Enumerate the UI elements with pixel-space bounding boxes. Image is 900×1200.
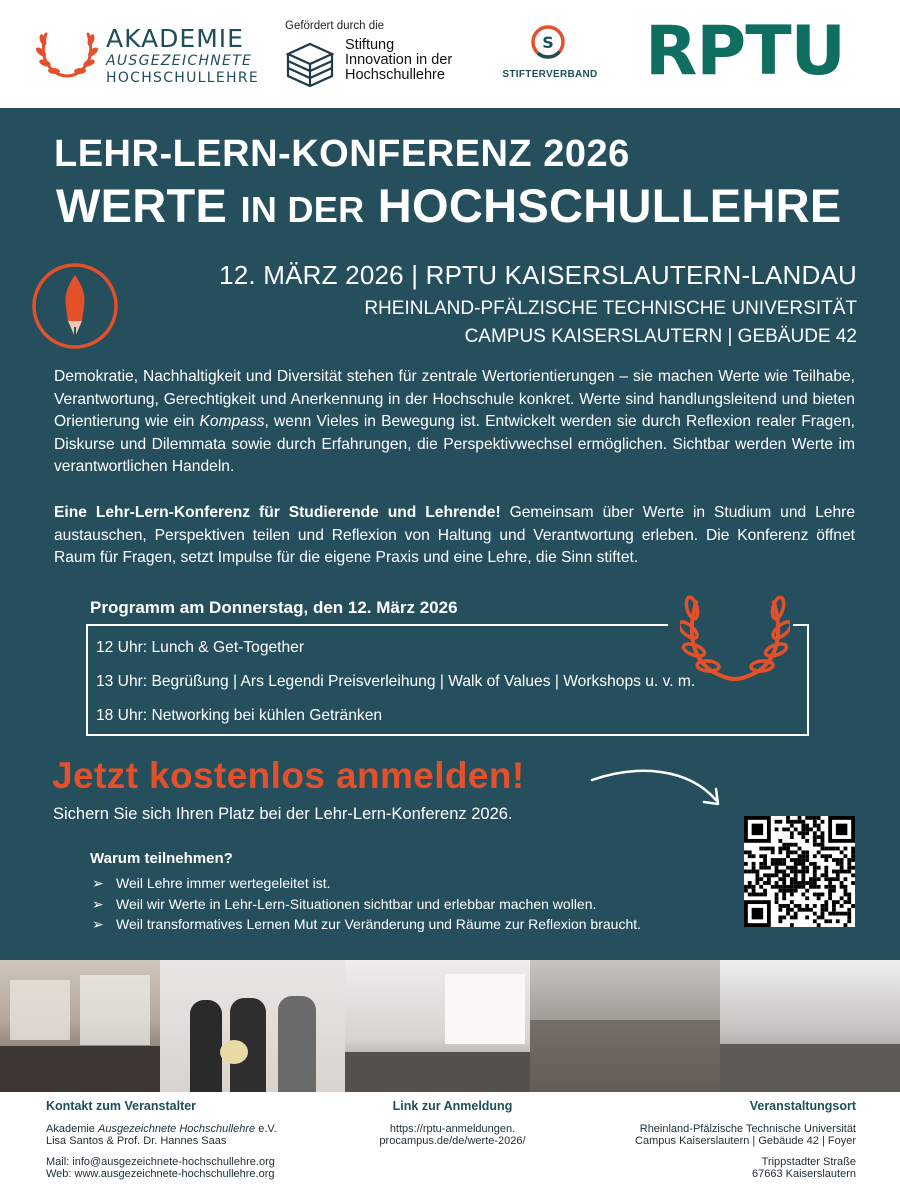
registration-url-line-1[interactable]: https://rptu-anmeldungen. <box>389 1122 516 1135</box>
footer-contact-heading: Kontakt zum Veranstalter <box>46 1099 197 1113</box>
stifterverband-label: STIFTERVERBAND <box>502 69 598 80</box>
intro-paragraph <box>54 366 855 479</box>
contact-web[interactable]: Web: www.ausgezeichnete-hochschullehre.org <box>46 1168 275 1180</box>
arrow-bullet-icon: ➢ <box>92 916 104 932</box>
footer-venue-heading: Veranstaltungsort <box>749 1099 856 1113</box>
event-location-building: CAMPUS KAISERSLAUTERN | GEBÄUDE 42 <box>464 326 857 347</box>
svg-text:S: S <box>542 33 554 52</box>
registration-qr-code[interactable] <box>744 816 855 927</box>
contact-organisation <box>46 1123 277 1136</box>
why-reason: Weil Lehre immer wertegeleitet ist. <box>116 875 331 891</box>
list-item <box>92 873 641 894</box>
photo-award-ceremony <box>160 960 345 1092</box>
event-date-place: 12. MÄRZ 2026 | RPTU KAISERSLAUTERN-LANDAU <box>219 260 857 290</box>
program-item: 12 Uhr: Lunch & Get-Together <box>96 639 305 656</box>
stiftung-name-line-1: Stiftung <box>345 37 395 53</box>
stiftung-pre-label: Gefördert durch die <box>285 20 385 32</box>
photo-seminar-tables <box>720 960 900 1092</box>
intro-text-a: Demokratie, Nachhaltigkeit und Diversität stehen für zentrale Wertorientierungen – sie machen Werte wie Teilhabe, Verantwortung, Gerechtigkeit und Anerkennung in der Hochschule konkret. Werte sind handlungsleitend und bieten Orientierung wie ein <box>54 368 855 430</box>
audience-paragraph <box>54 502 855 570</box>
list-item <box>92 914 641 935</box>
header-logos <box>0 0 900 108</box>
theme-word-in-der: IN DER <box>240 189 365 230</box>
theme-word-hochschullehre: HOCHSCHULLEHRE <box>377 179 842 232</box>
why-title: Warum teilnehmen? <box>90 850 233 867</box>
main-panel <box>0 108 900 960</box>
why-reason: Weil transformatives Lernen Mut zur Veränderung und Räume zur Reflexion braucht. <box>116 916 642 932</box>
laurel-wreath-icon <box>680 586 790 684</box>
venue-university: Rheinland-Pfälzische Technische Universität <box>639 1122 856 1135</box>
stiftung-name <box>345 38 452 83</box>
akademie-title: AKADEMIE <box>106 24 244 53</box>
why-reason: Weil wir Werte in Lehr-Lern-Situationen sichtbar und erlebbar machen wollen. <box>116 895 597 912</box>
footer-link-heading: Link zur Anmeldung <box>392 1099 513 1113</box>
photo-strip <box>0 960 900 1092</box>
venue-street: Trippstadter Straße <box>761 1155 856 1168</box>
audience-text: Gemeinsam über Werte in Studium und Lehre austauschen, Perspektiven teilen und Reflexion von Haltung und Verantwortung erleben. Die Konferenz öffnet Raum für Fragen, setzt Impulse für die eigene Praxis und eine Lehre, die Sinn stiftet. <box>54 504 855 566</box>
venue-campus: Campus Kaiserslautern | Gebäude 42 | Foyer <box>635 1135 856 1147</box>
curved-arrow-icon <box>588 764 728 814</box>
contact-org-b: e.V. <box>255 1122 277 1135</box>
contact-org-a: Akademie <box>46 1122 98 1135</box>
event-location-university: RHEINLAND-PFÄLZISCHE TECHNISCHE UNIVERSITÄT <box>364 298 857 319</box>
akademie-logo <box>36 22 260 86</box>
register-headline[interactable]: Jetzt kostenlos anmelden! <box>52 755 525 796</box>
conference-title: LEHR-LERN-KONFERENZ 2026 <box>54 133 630 175</box>
footer-venue <box>635 1100 856 1181</box>
photo-presentation <box>345 960 530 1092</box>
rptu-logo: RPTU <box>645 12 845 91</box>
intro-text-b: , wenn Vieles in Bewegung ist. Entwickelt werden sie durch Reflexion realer Fragen, Diskurse und Dilemmata sowie durch Erfahrungen, die Perspektivwechsel ermöglichen. Sichtbar werden Werte im verantwortlichen Handeln. <box>54 413 855 475</box>
footer-registration-link <box>350 1100 555 1148</box>
program-item: 13 Uhr: Begrüßung | Ars Legendi Preisverleihung | Walk of Values | Workshops u. v. m. <box>96 673 696 690</box>
akademie-subtitle-2: HOCHSCHULLEHRE <box>106 70 260 86</box>
why-list <box>92 873 641 935</box>
laurel-icon <box>36 24 98 80</box>
footer-contact <box>46 1100 277 1181</box>
arrow-bullet-icon: ➢ <box>92 895 104 912</box>
stifterverband-logo <box>498 24 602 84</box>
photo-conference-room <box>0 960 160 1092</box>
register-subline: Sichern Sie sich Ihren Platz bei der Lehr-Lern-Konferenz 2026. <box>53 805 513 823</box>
akademie-subtitle-1: AUSGEZEICHNETE <box>106 53 253 69</box>
program-item: 18 Uhr: Networking bei kühlen Getränken <box>96 707 383 724</box>
stiftung-name-line-3: Hochschullehre <box>345 67 445 83</box>
photo-networking <box>530 960 720 1092</box>
footer <box>0 1092 900 1200</box>
venue-city: 67663 Kaiserslautern <box>752 1168 856 1180</box>
registration-url-line-2[interactable]: procampus.de/de/werte-2026/ <box>379 1135 526 1147</box>
contact-org-em: Ausgezeichnete Hochschullehre <box>97 1122 256 1135</box>
conference-theme <box>56 178 842 233</box>
contact-mail[interactable]: Mail: info@ausgezeichnete-hochschullehre.org <box>46 1155 275 1168</box>
arrow-bullet-icon: ➢ <box>92 875 104 891</box>
stiftung-cube-icon <box>285 40 335 88</box>
stifterverband-s-icon <box>530 24 566 60</box>
contact-persons: Lisa Santos & Prof. Dr. Hannes Saas <box>46 1135 227 1147</box>
theme-word-werte: WERTE <box>56 179 228 232</box>
audience-lead: Eine Lehr-Lern-Konferenz für Studierende und Lehrende! <box>54 504 501 521</box>
program-title: Programm am Donnerstag, den 12. März 2026 <box>90 598 458 617</box>
stiftung-name-line-2: Innovation in der <box>345 52 453 68</box>
stiftung-logo <box>285 20 475 90</box>
intro-kompass: Kompass <box>199 413 265 430</box>
pen-nib-icon <box>30 261 120 351</box>
list-item <box>92 894 641 915</box>
